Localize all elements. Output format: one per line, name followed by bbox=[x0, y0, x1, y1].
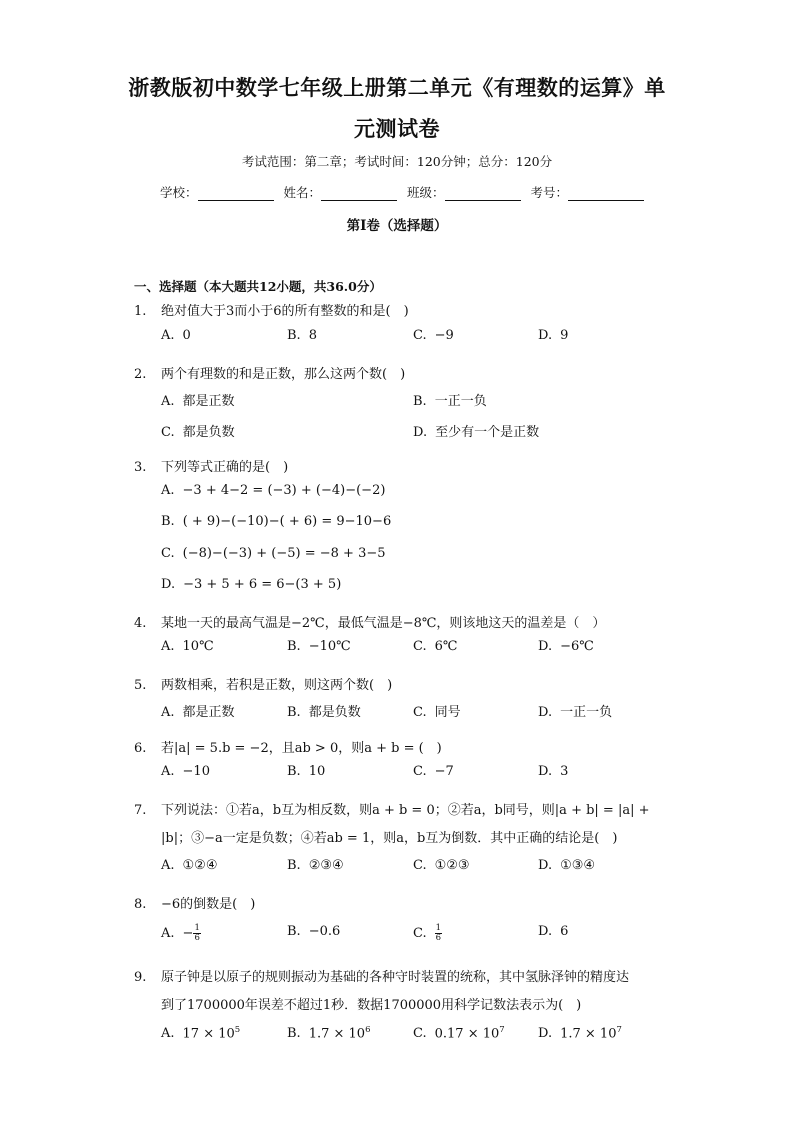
option-letter: D. bbox=[538, 764, 553, 779]
name-blank bbox=[321, 188, 397, 201]
option-text: 都是负数 bbox=[308, 705, 361, 720]
option-letter: B. bbox=[287, 924, 301, 939]
question-number: 8. bbox=[134, 897, 147, 912]
option-text: −3 + 4−2 = (−3) + (−4)−(−2) bbox=[182, 483, 386, 498]
option-c[interactable] bbox=[161, 546, 386, 561]
option-c[interactable] bbox=[413, 1025, 505, 1041]
option-text: 都是正数 bbox=[182, 705, 235, 720]
option-c[interactable] bbox=[413, 764, 454, 779]
option-text: 都是负数 bbox=[182, 425, 235, 440]
option-letter: A. bbox=[161, 764, 175, 779]
option-letter: A. bbox=[161, 705, 175, 720]
option-text: −9 bbox=[434, 328, 454, 343]
option-text: −10 bbox=[182, 764, 210, 779]
school-label: 学校： bbox=[160, 185, 198, 200]
option-letter: C. bbox=[413, 639, 427, 654]
option-text: ①②④ bbox=[182, 858, 218, 873]
option-text: 至少有一个是正数 bbox=[435, 425, 540, 440]
option-letter: A. bbox=[161, 394, 175, 409]
exponent: 5 bbox=[234, 1025, 241, 1035]
fraction-denominator: 6 bbox=[194, 933, 200, 943]
option-d[interactable] bbox=[538, 1025, 622, 1041]
option-text: −7 bbox=[434, 764, 454, 779]
fraction bbox=[193, 924, 200, 943]
school-blank bbox=[198, 188, 274, 201]
question-number: 4. bbox=[134, 616, 147, 631]
volume-heading: 第Ⅰ卷（选择题） bbox=[346, 218, 448, 234]
question-number: 6. bbox=[134, 741, 147, 756]
option-d[interactable] bbox=[538, 858, 595, 873]
option-letter: C. bbox=[413, 858, 427, 873]
option-letter: A. bbox=[161, 858, 175, 873]
question-text-continued: 到了1700000年误差不超过1秒．数据1700000用科学记数法表示为( ) bbox=[161, 998, 582, 1013]
exponent: 7 bbox=[499, 1025, 505, 1035]
option-b[interactable] bbox=[287, 328, 317, 343]
option-c[interactable] bbox=[413, 858, 470, 873]
exam-number-blank bbox=[568, 188, 644, 201]
option-letter: B. bbox=[413, 394, 427, 409]
question-text: 下列等式正确的是( ) bbox=[161, 460, 289, 475]
option-letter: A. bbox=[161, 483, 175, 498]
option-letter: A. bbox=[161, 1026, 175, 1042]
question-8 bbox=[134, 889, 674, 920]
exponent: 6 bbox=[365, 1025, 371, 1035]
option-text: ①③④ bbox=[560, 858, 596, 873]
option-letter: D. bbox=[538, 705, 553, 720]
option-c[interactable] bbox=[413, 328, 454, 343]
option-b[interactable] bbox=[287, 858, 344, 873]
option-a[interactable] bbox=[161, 1025, 240, 1041]
question-text: 绝对值大于3而小于6的所有整数的和是( ) bbox=[161, 304, 409, 319]
option-letter: D. bbox=[538, 328, 553, 343]
option-c[interactable] bbox=[413, 639, 457, 654]
option-text: −3 + 5 + 6 = 6−(3 + 5) bbox=[183, 577, 342, 592]
question-text: 两数相乘，若积是正数，则这两个数( ) bbox=[161, 678, 393, 693]
option-a[interactable] bbox=[161, 701, 235, 720]
question-text: −6的倒数是( ) bbox=[161, 897, 256, 912]
fraction-denominator: 6 bbox=[435, 933, 442, 943]
class-field[interactable] bbox=[407, 183, 523, 201]
option-letter: C. bbox=[413, 764, 427, 779]
option-letter: B. bbox=[287, 705, 301, 720]
option-a[interactable] bbox=[161, 328, 191, 343]
option-b[interactable] bbox=[287, 1025, 370, 1041]
option-letter: C. bbox=[161, 425, 175, 440]
question-1 bbox=[134, 296, 674, 327]
option-text: 一正一负 bbox=[434, 394, 487, 409]
option-a[interactable] bbox=[161, 639, 214, 654]
question-text-continued: |b|；③−a一定是负数；④若ab = 1，则a，b互为倒数．其中正确的结论是( ) bbox=[161, 831, 618, 846]
fraction-numerator: 1 bbox=[194, 923, 200, 933]
name-field[interactable] bbox=[284, 183, 400, 201]
school-field[interactable] bbox=[160, 183, 276, 201]
option-text: 0.17 × 10 bbox=[434, 1026, 500, 1042]
option-d[interactable] bbox=[538, 328, 568, 343]
exam-info: 考试范围：第二章；考试时间：120分钟；总分：120分 bbox=[241, 154, 553, 169]
option-text: −0.6 bbox=[308, 924, 341, 939]
option-text: 0 bbox=[182, 328, 191, 343]
option-c[interactable] bbox=[413, 701, 461, 720]
question-number: 3. bbox=[134, 460, 147, 475]
fraction-numerator: 1 bbox=[435, 923, 442, 933]
option-d[interactable] bbox=[538, 924, 568, 939]
class-blank bbox=[445, 188, 521, 201]
option-letter: D. bbox=[538, 924, 553, 939]
option-text: ②③④ bbox=[308, 858, 344, 873]
option-letter: C. bbox=[413, 705, 427, 720]
option-b[interactable] bbox=[161, 514, 391, 529]
option-text: ①②③ bbox=[434, 858, 470, 873]
question-text: 某地一天的最高气温是−2℃，最低气温是−8℃，则该地这天的温差是（ ） bbox=[161, 616, 606, 631]
option-letter: C. bbox=[413, 926, 427, 941]
question-7 bbox=[134, 795, 674, 826]
option-text: (−8)−(−3) + (−5) = −8 + 3−5 bbox=[182, 546, 386, 561]
option-letter: B. bbox=[287, 764, 301, 779]
option-d[interactable] bbox=[538, 639, 594, 654]
question-number: 1. bbox=[134, 304, 147, 319]
question-number: 5. bbox=[134, 678, 147, 693]
option-a[interactable] bbox=[161, 858, 218, 873]
option-letter: B. bbox=[161, 514, 175, 529]
option-b[interactable] bbox=[287, 764, 325, 779]
option-a[interactable] bbox=[161, 390, 235, 409]
option-text: 10℃ bbox=[182, 639, 214, 654]
option-letter: A. bbox=[161, 328, 175, 343]
option-text: 同号 bbox=[434, 705, 461, 720]
option-a[interactable] bbox=[161, 924, 201, 943]
name-label: 姓名： bbox=[283, 185, 322, 200]
option-b[interactable] bbox=[287, 924, 340, 939]
option-letter: C. bbox=[413, 328, 427, 343]
question-text: 原子钟是以原子的规则振动为基础的各种守时装置的统称，其中氢脉泽钟的精度达 bbox=[161, 970, 630, 985]
question-3 bbox=[134, 452, 674, 483]
option-a[interactable] bbox=[161, 764, 210, 779]
option-letter: D. bbox=[161, 577, 176, 592]
option-text: ( + 9)−(−10)−( + 6) = 9−10−6 bbox=[182, 514, 392, 529]
option-text: − bbox=[182, 926, 194, 941]
question-text: 若|a| = 5.b = −2，且ab > 0，则a + b = ( ) bbox=[161, 741, 442, 756]
option-letter: B. bbox=[287, 639, 301, 654]
option-text: 17 × 10 bbox=[182, 1026, 235, 1042]
question-4 bbox=[134, 608, 674, 639]
option-text: 都是正数 bbox=[182, 394, 235, 409]
option-d[interactable] bbox=[413, 421, 539, 440]
fraction bbox=[435, 924, 442, 943]
option-letter: C. bbox=[161, 546, 175, 561]
exponent: 7 bbox=[616, 1025, 622, 1035]
option-b[interactable] bbox=[287, 639, 351, 654]
option-text: 6 bbox=[560, 924, 569, 939]
option-letter: B. bbox=[287, 1026, 301, 1042]
question-number: 2. bbox=[134, 367, 147, 382]
class-label: 班级： bbox=[407, 185, 445, 200]
option-d[interactable] bbox=[538, 764, 568, 779]
option-b[interactable] bbox=[287, 701, 361, 720]
question-6 bbox=[134, 733, 674, 764]
section-title: 一、选择题（本大题共12小题，共36.0分） bbox=[134, 279, 382, 294]
option-text: 一正一负 bbox=[560, 705, 613, 720]
question-number: 7. bbox=[134, 803, 147, 818]
option-c[interactable] bbox=[161, 421, 235, 440]
option-text: −6℃ bbox=[560, 639, 594, 654]
question-2 bbox=[134, 359, 674, 390]
option-text: 9 bbox=[560, 328, 569, 343]
option-letter: A. bbox=[161, 639, 175, 654]
option-letter: A. bbox=[161, 926, 175, 941]
option-d[interactable] bbox=[538, 701, 612, 720]
option-text: −10℃ bbox=[308, 639, 351, 654]
option-text: 8 bbox=[308, 328, 317, 343]
option-text: 3 bbox=[560, 764, 569, 779]
question-text: 两个有理数的和是正数，那么这两个数( ) bbox=[161, 367, 406, 382]
exam-number-label: 考号： bbox=[530, 185, 569, 200]
option-a[interactable] bbox=[161, 483, 385, 498]
option-text: 1.7 × 10 bbox=[560, 1026, 617, 1042]
option-d[interactable] bbox=[161, 577, 341, 592]
option-b[interactable] bbox=[413, 390, 487, 409]
option-letter: D. bbox=[538, 858, 553, 873]
question-text: 下列说法：①若a，b互为相反数，则a + b = 0；②若a，b同号，则|a + b| = |a| + bbox=[161, 803, 650, 818]
option-letter: D. bbox=[538, 1026, 553, 1042]
exam-title-line2: 元测试卷 bbox=[354, 116, 440, 141]
option-text: 10 bbox=[308, 764, 326, 779]
question-9 bbox=[134, 962, 674, 993]
exam-title-line1: 浙教版初中数学七年级上册第二单元《有理数的运算》单 bbox=[128, 75, 666, 100]
question-5 bbox=[134, 670, 674, 701]
option-letter: D. bbox=[538, 639, 553, 654]
option-c[interactable] bbox=[413, 924, 442, 943]
option-letter: C. bbox=[413, 1026, 427, 1042]
option-text: 6℃ bbox=[434, 639, 458, 654]
option-letter: B. bbox=[287, 858, 301, 873]
question-number: 9. bbox=[134, 970, 147, 985]
option-letter: D. bbox=[413, 425, 428, 440]
student-info-row bbox=[160, 183, 640, 201]
option-letter: B. bbox=[287, 328, 301, 343]
option-text: 1.7 × 10 bbox=[308, 1026, 366, 1042]
exam-number-field[interactable] bbox=[531, 183, 647, 201]
